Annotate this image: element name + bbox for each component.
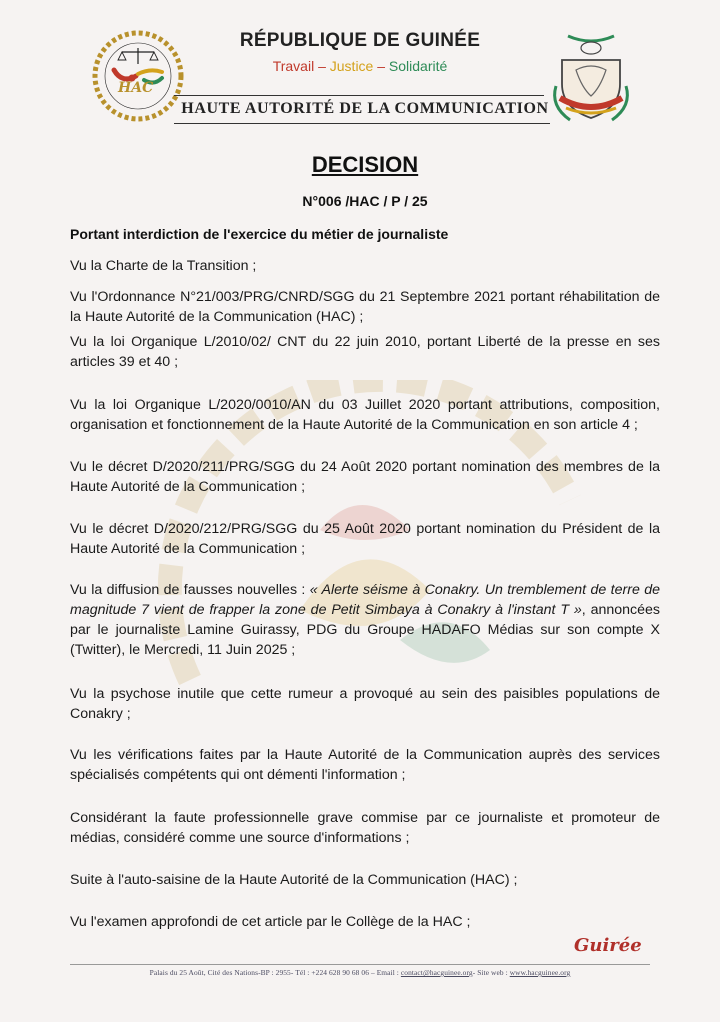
paragraph-loi-2020: Vu la loi Organique L/2020/0010/AN du 03 Juillet 2020 portant attributions, composition, organisation et fonctionnement de la Haute Autorité de la Communication en son article 4 ;: [70, 397, 660, 433]
hac-logo: [92, 30, 184, 122]
decision-title: DECISION: [311, 152, 419, 177]
paragraph-decret-211: Vu le décret D/2020/211/PRG/SGG du 24 Août 2020 portant nomination des membres de la Haute Autorité de la Communication ;: [70, 459, 660, 495]
footer-email-link[interactable]: contact@hacguinee.org: [400, 968, 473, 977]
national-motto: [190, 58, 530, 74]
paragraph-ordonnance: Vu l'Ordonnance N°21/003/PRG/CNRD/SGG du 21 Septembre 2021 portant réhabilitation de la Haute Autorité de la Communication (HAC) ;: [70, 289, 660, 325]
paragraph-fake-news: [70, 580, 660, 660]
decision-number: N°006 /HAC / P / 25: [302, 193, 428, 209]
signature: Guirée: [574, 935, 642, 956]
paragraph-psychose: Vu la psychose inutile que cette rumeur a provoqué au sein des paisibles populations de Conakry ;: [70, 686, 660, 722]
motto-solidarite: Solidarité: [388, 58, 448, 74]
fake-news-intro: Vu la diffusion de fausses nouvelles :: [70, 582, 310, 598]
paragraph-loi-2010: Vu la loi Organique L/2010/02/ CNT du 22 juin 2010, portant Liberté de la presse en ses articles 39 et 40 ;: [70, 334, 660, 370]
footer-rule: [70, 964, 650, 965]
fake-news-quote: « Alerte séisme à Conakry. Un tremblement de terre de magnitude 7 vient de frapper la zone de Petit Simbaya à Conakry à l'instant T »: [70, 582, 661, 618]
footer-site-link[interactable]: www.hacguinee.org: [509, 968, 571, 977]
footer-site-label: - Site web :: [472, 968, 510, 977]
authority-title: HAUTE AUTORITÉ DE LA COMMUNICATION: [181, 100, 549, 117]
republic-title: RÉPUBLIQUE DE GUINÉE: [239, 30, 481, 51]
footer-address: Palais du 25 Août, Cité des Nations-BP : 2955- Tél : +224 628 90 68 06 – Email :: [149, 968, 401, 977]
motto-separator: –: [318, 58, 326, 74]
motto-travail: Travail: [272, 58, 315, 74]
fake-news-outro: , annoncées par le journaliste Lamine Guirassy, PDG du Groupe HADAFO Médias sur son compte X (Twitter), le Mercredi, 11 Juin 2025 ;: [70, 602, 660, 658]
paragraph-examen: Vu l'examen approfondi de cet article par le Collège de la HAC ;: [70, 914, 471, 930]
motto-justice: Justice: [329, 58, 374, 74]
paragraph-faute: Considérant la faute professionnelle grave commise par ce journaliste et promoteur de médias, considéré comme une source d'informations ;: [70, 810, 660, 846]
hac-logo-text: HAC: [118, 80, 154, 96]
motto-separator: –: [377, 58, 386, 74]
header-rule-top: [174, 95, 544, 96]
header-rule-bottom: [174, 123, 550, 124]
paragraph-decret-212: Vu le décret D/2020/212/PRG/SGG du 25 Août 2020 portant nomination du Président de la Haute Autorité de la Communication ;: [70, 521, 660, 557]
guinea-coat-of-arms: [546, 26, 636, 124]
paragraph-charte: Vu la Charte de la Transition ;: [70, 258, 257, 274]
decision-subject: Portant interdiction de l'exercice du métier de journaliste: [70, 226, 449, 242]
footer-contact: [60, 968, 660, 977]
paragraph-auto-saisine: Suite à l'auto-saisine de la Haute Autorité de la Communication (HAC) ;: [70, 872, 518, 888]
paragraph-verifications: Vu les vérifications faites par la Haute Autorité de la Communication auprès des services spécialisés compétents qui ont démenti l'information ;: [70, 747, 660, 783]
